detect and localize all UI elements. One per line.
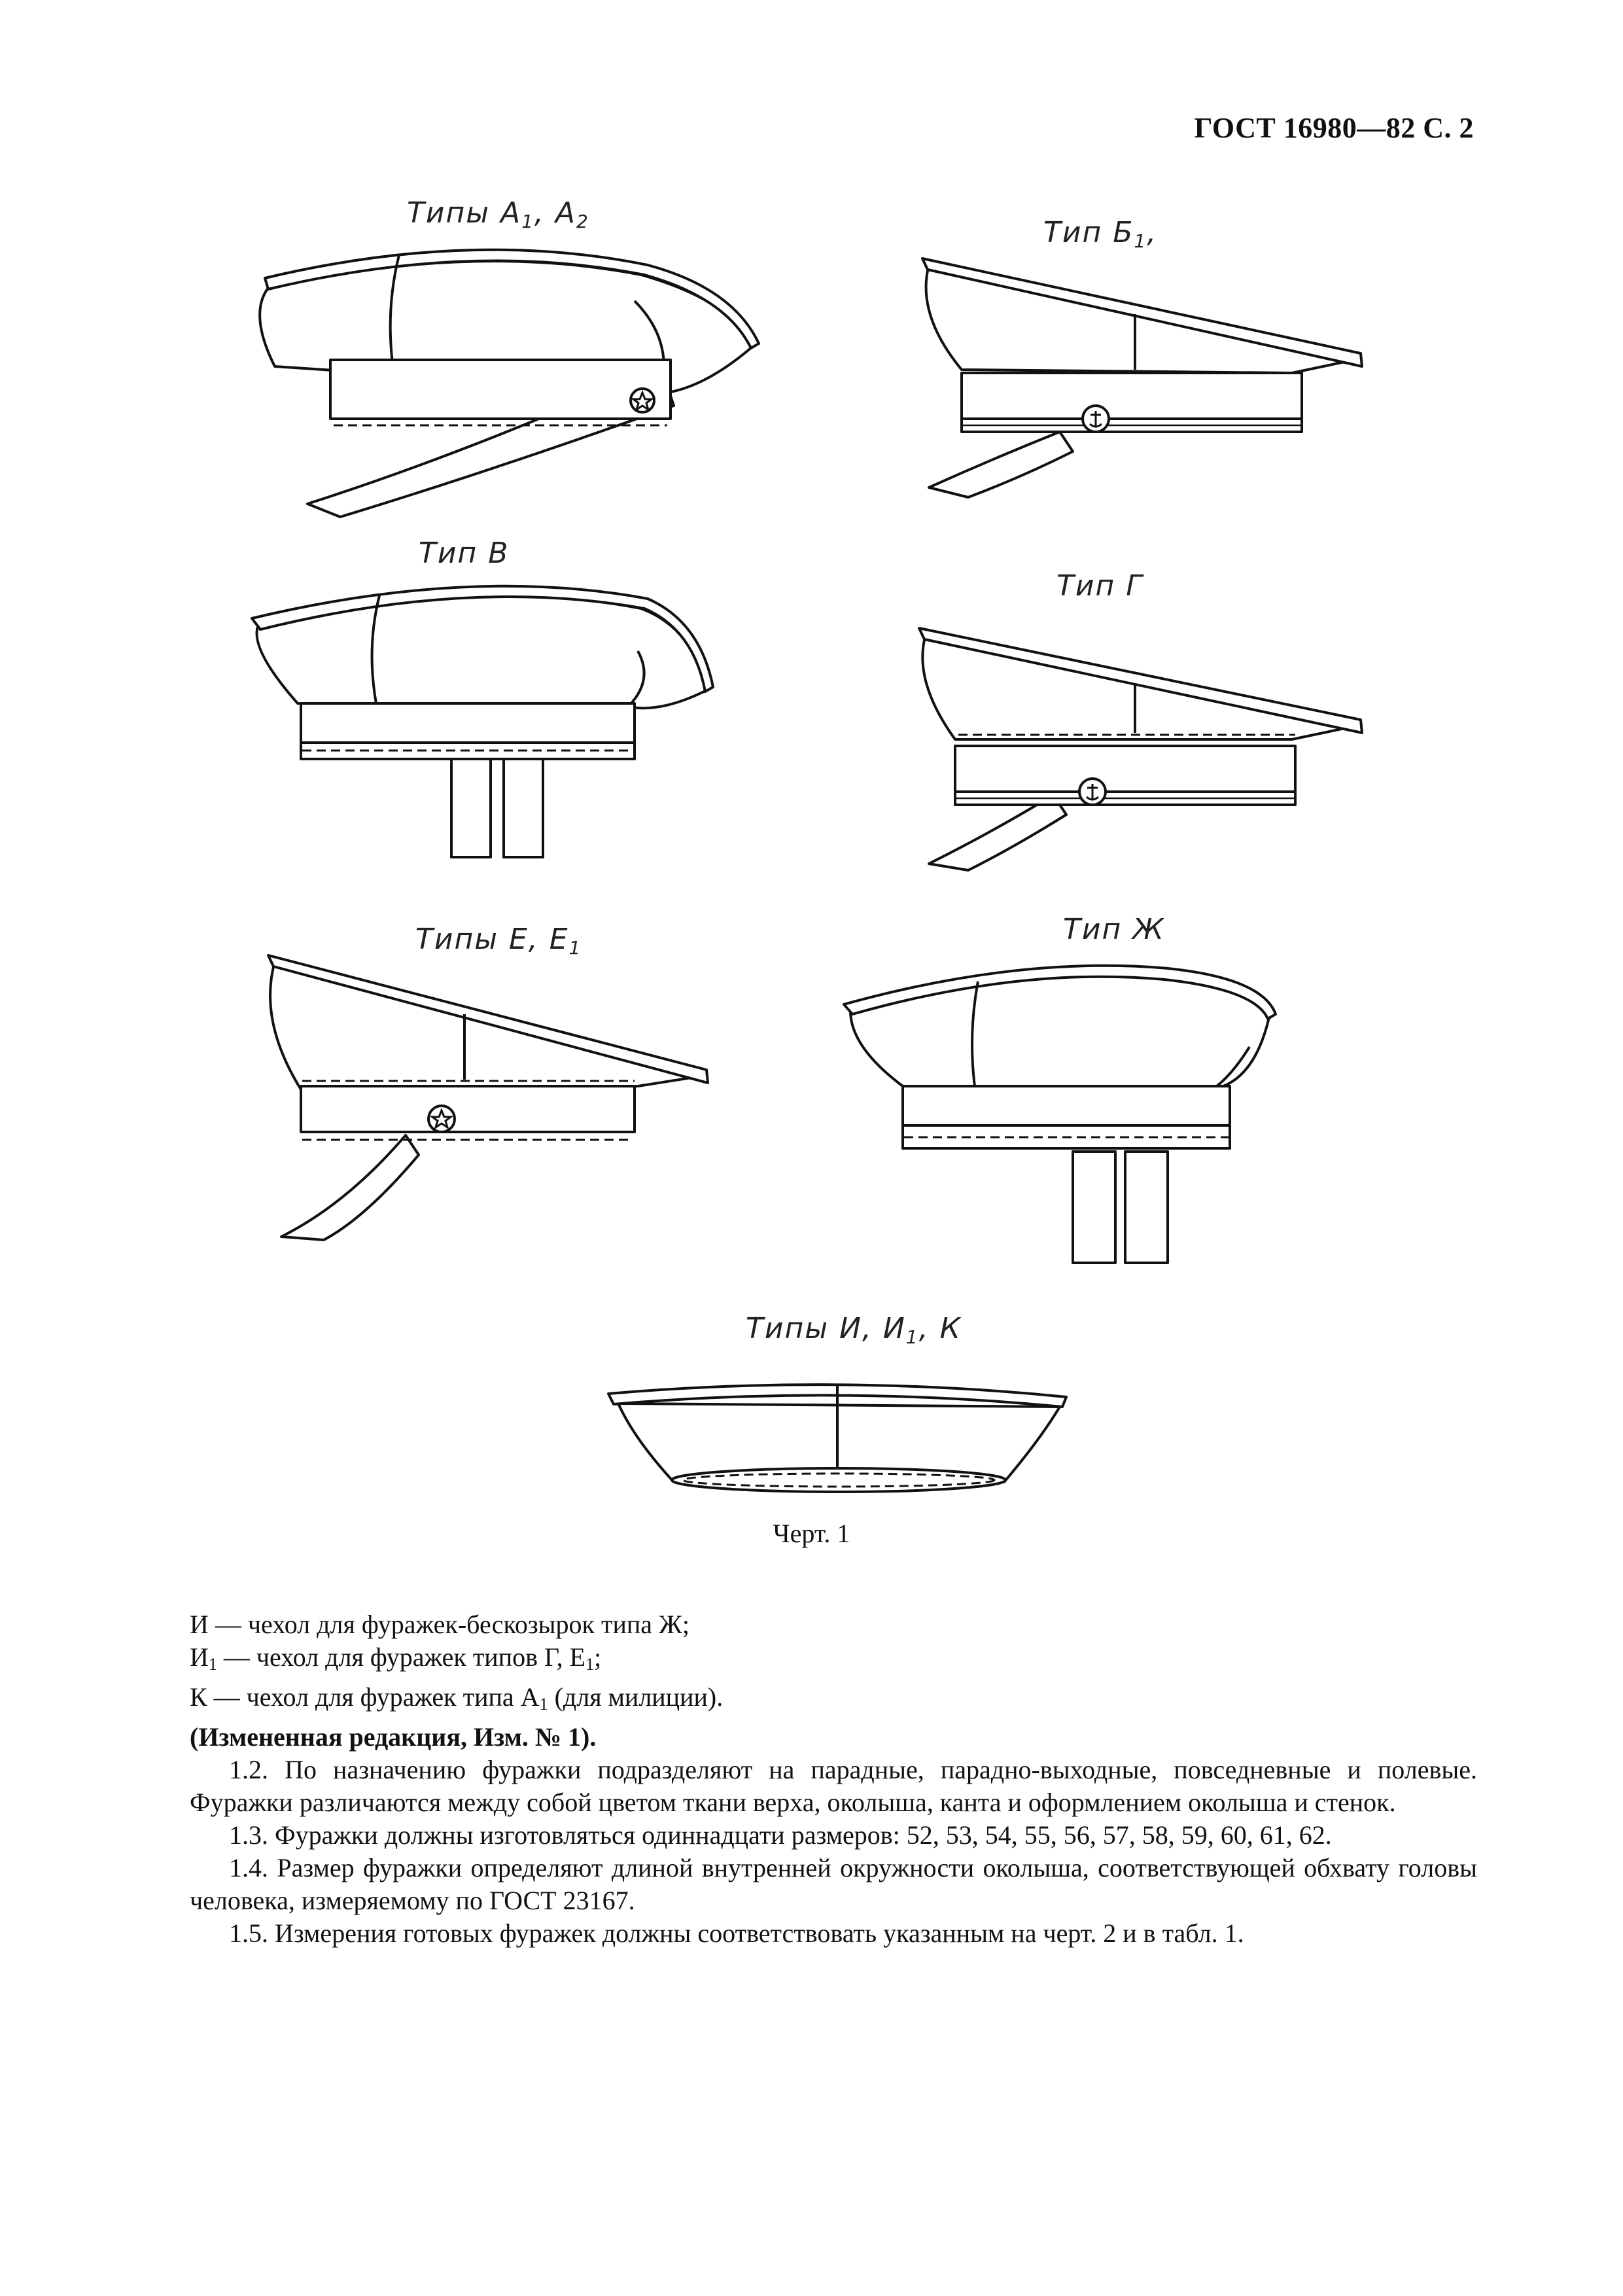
label-sub: 1: [521, 211, 534, 232]
label-text: , К: [918, 1312, 962, 1345]
label-sub: 1: [905, 1326, 919, 1348]
text-sub: 1: [208, 1655, 217, 1674]
figure-label-zh: Тип Ж: [1063, 913, 1165, 946]
paragraph-1-2: 1.2. По назначению фуражки подразделяют на парадные, парадно-выходные, повседневные и полевые. Фуражки различаются между собой цветом ткани верха, околыша, канта и оформлением околыша и стенок.: [190, 1755, 1477, 1817]
paragraph-1-5: 1.5. Измерения готовых фуражек должны соответствовать указанным на черт. 2 и в табл. 1.: [229, 1918, 1244, 1948]
label-text: ,: [1147, 216, 1158, 249]
figure-label-v: Тип В: [419, 537, 510, 570]
paragraph-1-4: 1.4. Размер фуражки определяют длиной внутренней окружности околыша, соответствующей обхвату головы человека, измеряемому по ГОСТ 23167.: [190, 1853, 1477, 1915]
label-text: Типы А: [407, 196, 522, 230]
text-sub: 1: [539, 1695, 548, 1714]
text-run: И: [190, 1642, 209, 1672]
text-run: (для милиции).: [548, 1682, 724, 1712]
label-text: Типы И, И: [746, 1312, 906, 1345]
figure-caption: Черт. 1: [773, 1519, 850, 1548]
text-run: — чехол для фуражек типов Г, Е: [217, 1642, 586, 1672]
label-text: Типы Е, Е: [415, 923, 569, 956]
label-sub: 1: [568, 937, 582, 959]
page-header: ГОСТ 16980—82 С. 2: [1194, 112, 1474, 144]
definition-i1: [190, 1641, 1477, 1681]
definition-k: [190, 1681, 1477, 1721]
edition-note: (Измененная редакция, Изм. № 1).: [190, 1722, 597, 1752]
body-text: [190, 1608, 1477, 1950]
text-run: ;: [594, 1642, 602, 1672]
text-run: К — чехол для фуражек типа А: [190, 1682, 540, 1712]
label-sub: 2: [576, 211, 589, 232]
label-text: Тип Б: [1043, 216, 1134, 249]
figure-label-g: Тип Г: [1056, 569, 1143, 603]
label-text: , А: [534, 196, 576, 230]
text-sub: 1: [585, 1655, 595, 1674]
label-sub: 1: [1134, 230, 1147, 252]
definition-i: И — чехол для фуражек-бескозырок типа Ж;: [190, 1610, 689, 1639]
paragraph-1-3: 1.3. Фуражки должны изготовляться одиннадцати размеров: 52, 53, 54, 55, 56, 57, 58, 59, 60, 61, 62.: [229, 1820, 1332, 1850]
